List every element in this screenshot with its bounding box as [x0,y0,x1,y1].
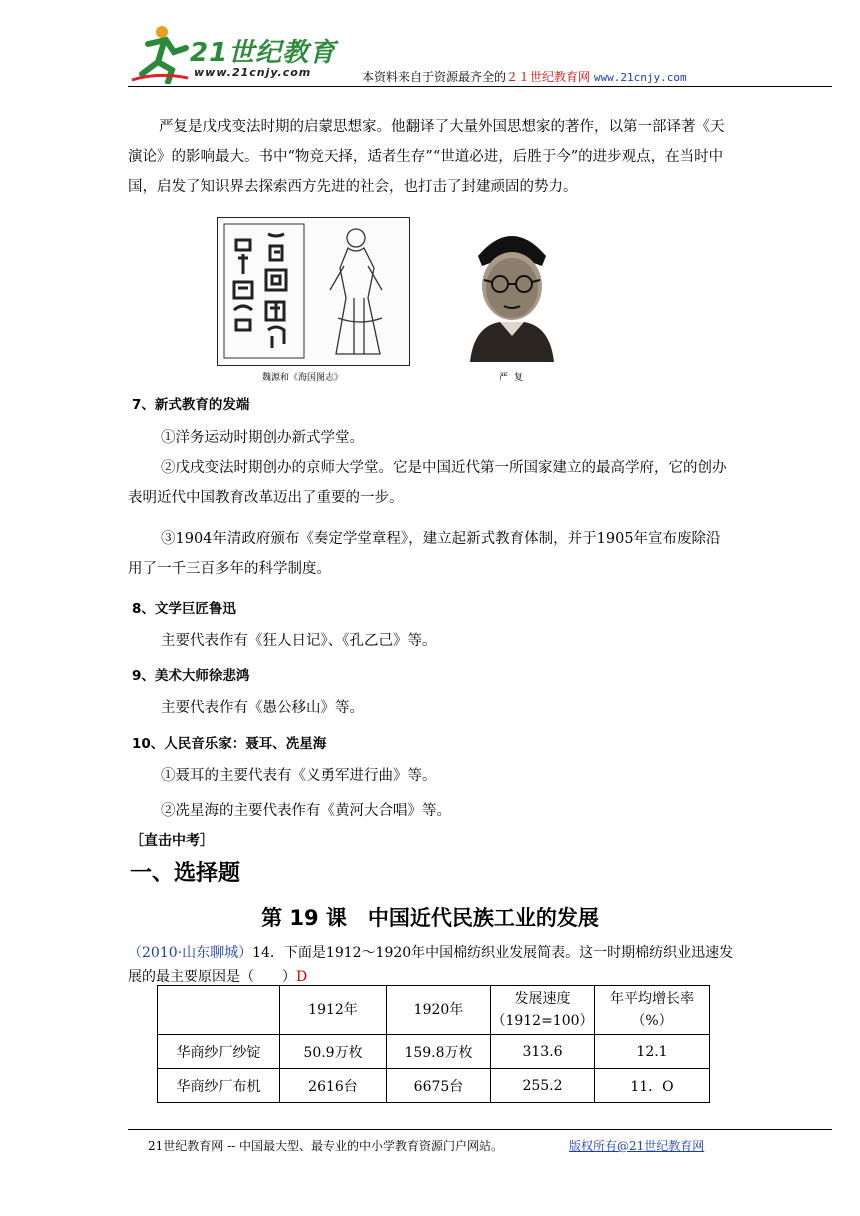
table-header-sub: （%） [631,1013,673,1029]
footer-divider [128,1129,832,1130]
section-heading-8: 8、文学巨匠鲁迅 [132,601,236,617]
section-7-item-1: ①洋务运动时期创办新式学堂。 [161,430,364,446]
header-note-prefix: 本资料来自于资源最齐全的 [362,70,507,84]
table-header-cell [158,986,280,1035]
table-cell: 11．O [595,1069,710,1103]
section-10-item-2: ②冼星海的主要代表作有《黄河大合唱》等。 [161,803,451,819]
section-10-item-1: ①聂耳的主要代表有《义勇军进行曲》等。 [161,768,437,784]
choice-heading: 一、选择题 [130,861,241,886]
table-cell: 2616台 [280,1069,387,1103]
table-cell: 159.8万枚 [387,1035,491,1069]
table-header-line: 年平均增长率 [610,991,694,1007]
section-heading-9: 9、美术大师徐悲鸿 [132,668,250,684]
zhiji-label: ［直击中考］ [130,833,214,849]
question-14 [128,941,734,989]
lesson-title: 第 19 课 中国近代民族工业的发展 [261,906,599,930]
table-header-cell [595,986,710,1035]
section-heading-10: 10、人民音乐家：聂耳、冼星海 [132,736,327,752]
yanfu-portrait-image [460,222,564,362]
table-header-cell: 1920年 [387,986,491,1035]
table-row [158,1069,710,1103]
question-text: 14．下面是1912～1920年中国棉纺织业发展简表。这一时期棉纺织业迅速发展的最主要原因是（ ） [128,945,734,985]
question-source: （2010·山东聊城） [128,945,253,961]
footer-text: 21世纪教育网 -- 中国最大型、最专业的中小学教育资源门户网站。 [148,1139,504,1153]
table-cell: 华商纱厂布机 [158,1069,280,1103]
weiyuan-haiguotuzhi-image [217,217,410,366]
cotton-industry-table [157,985,710,1103]
section-9-item-1: 主要代表作有《愚公移山》等。 [161,700,364,716]
table-cell: 313.6 [491,1035,595,1069]
question-answer: D [296,969,308,985]
section-8-item-1: 主要代表作有《狂人日记》、《孔乙己》等。 [161,633,437,649]
header-note-site[interactable]: ２１世纪教育网 [506,70,591,84]
header-note [362,68,687,85]
logo-text: 21世纪教育 [190,38,337,68]
section-heading-7: 7、新式教育的发端 [132,397,250,413]
table-cell: 华商纱厂纱锭 [158,1035,280,1069]
table-row [158,1035,710,1069]
yanfu-caption: 严复 [499,373,530,383]
table-header-line: 发展速度 [514,991,571,1007]
intro-paragraph: 严复是戊戌变法时期的启蒙思想家。他翻译了大量外国思想家的著作，以第一部译著《天演论》的影响最大。书中“物竞天择，适者生存”“世道必进，后胜于今”的进步观点，在当时中国，启发了知识界去探索西方先进的社会，也打击了封建顽固的势力。 [128,119,725,195]
table-header-cell: 1912年 [280,986,387,1035]
weiyuan-caption: 魏源和《海国图志》 [262,373,344,383]
runner-logo-icon [128,22,192,84]
table-cell: 12.1 [595,1035,710,1069]
table-cell: 6675台 [387,1069,491,1103]
footer-copyright-link[interactable]: 版权所有@21世纪教育网 [569,1139,705,1153]
site-logo [128,22,338,84]
table-header-cell [491,986,595,1035]
logo-url: www.21cnjy.com [194,66,312,79]
table-cell: 50.9万枚 [280,1035,387,1069]
table-header-row [158,986,710,1035]
section-7-item-2: ②戊戌变法时期创办的京师大学堂。它是中国近代第一所国家建立的最高学府，它的创办表明近代中国教育改革迈出了重要的一步。 [128,460,727,506]
table-header-sub: （1912=100） [491,1013,594,1029]
header-note-url[interactable]: www.21cnjy.com [593,71,687,84]
section-7-item-3: ③1904年清政府颁布《奏定学堂章程》，建立起新式教育体制，并于1905年宣布废除沿用了一千三百多年的科学制度。 [128,531,721,577]
table-cell: 255.2 [491,1069,595,1103]
header-divider [128,86,832,87]
